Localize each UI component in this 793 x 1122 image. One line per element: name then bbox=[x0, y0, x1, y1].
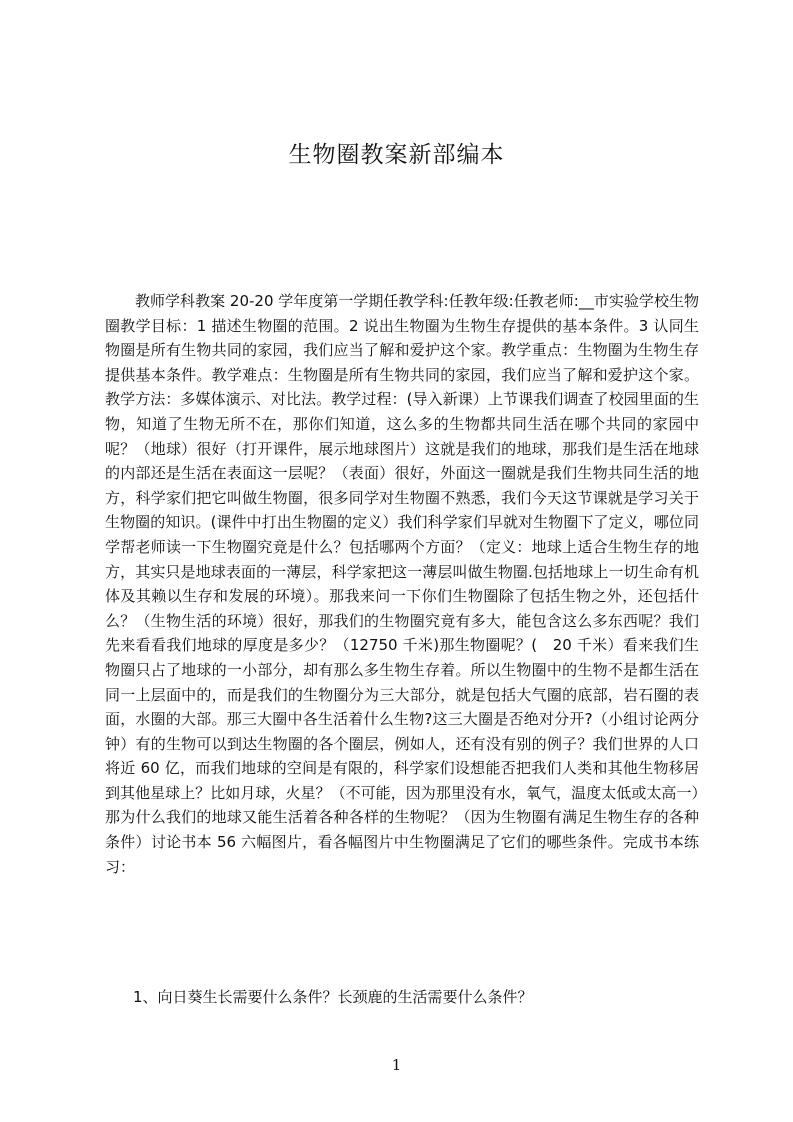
exercise-question-1: 1、向日葵生长需要什么条件？长颈鹿的生活需要什么条件？ bbox=[133, 988, 533, 1006]
page-number: 1 bbox=[391, 1056, 402, 1074]
page-title: 生物圈教案新部编本 bbox=[288, 142, 505, 168]
body-paragraph: 教师学科教案 20-20 学年度第一学期任教学科:任教年级:任教老师:__市实验学校生物圈教学目标：1 描述生物圈的范围。2 说出生物圈为生物生存提供的基本条件。3 认同生物圈是所有生物共同的家园，我们应当了解和爱护这个家。教学重点：生物圈为生物生存提供基本条件。教学难点：生物圈是所有生物共同的家园，我们应当了解和爱护这个家。教学方法：多媒体演示、对比法。教学过程：(导入新课）上节课我们调查了校园里面的生物，知道了生物无所不在，那你们知道，这么多的生物都共同生活在哪个共同的家园中呢？（地球）很好（打开课件，展示地球图片）这就是我们的地球，那我们是生活在地球的内部还是生活在表面这一层呢？（表面）很好，外面这一圈就是我们生物共同生活的地方，科学家们把它叫做生物圈，很多同学对生物圈不熟悉，我们今天这节课就是学习关于生物圈的知识。(课件中打出生物圈的定义）我们科学家们早就对生物圈下了定义，哪位同学帮老师读一下生物圈究竟是什么？包括哪两个方面？（定义：地球上适合生物生存的地方，其实只是地球表面的一薄层，科学家把这一薄层叫做生物圈.包括地球上一切生命有机体及其赖以生存和发展的环境）。那我来问一下你们生物圈除了包括生物之外，还包括什么？（生物生活的环境）很好，那我们的生物圈究竟有多大，能包含这么多东西呢？我们先来看看我们地球的厚度是多少？（12750 千米)那生物圈呢？( 20 千米）看来我们生物圈只占了地球的一小部分，却有那么多生物生存着。所以生物圈中的生物不是都生活在同一上层面中的，而是我们的生物圈分为三大部分，就是包括大气圈的底部，岩石圈的表面，水圈的大部。那三大圈中各生活着什么生物?这三大圈是否绝对分开?（小组讨论两分钟）有的生物可以到达生物圈的各个圈层，例如人，还有没有别的例子？我们世界的人口将近 60 亿，而我们地球的空间是有限的，科学家们设想能否把我们人类和其他生物移居到其他星球上？比如月球，火星？（不可能，因为那里没有水，氧气，温度太低或太高一）那为什么我们的地球又能生活着各种各样的生物呢？（因为生物圈有满足生物生存的各种条件）讨论书本 56 六幅图片，看各幅图片中生物圈满足了它们的哪些条件。完成书本练习： bbox=[105, 292, 699, 876]
